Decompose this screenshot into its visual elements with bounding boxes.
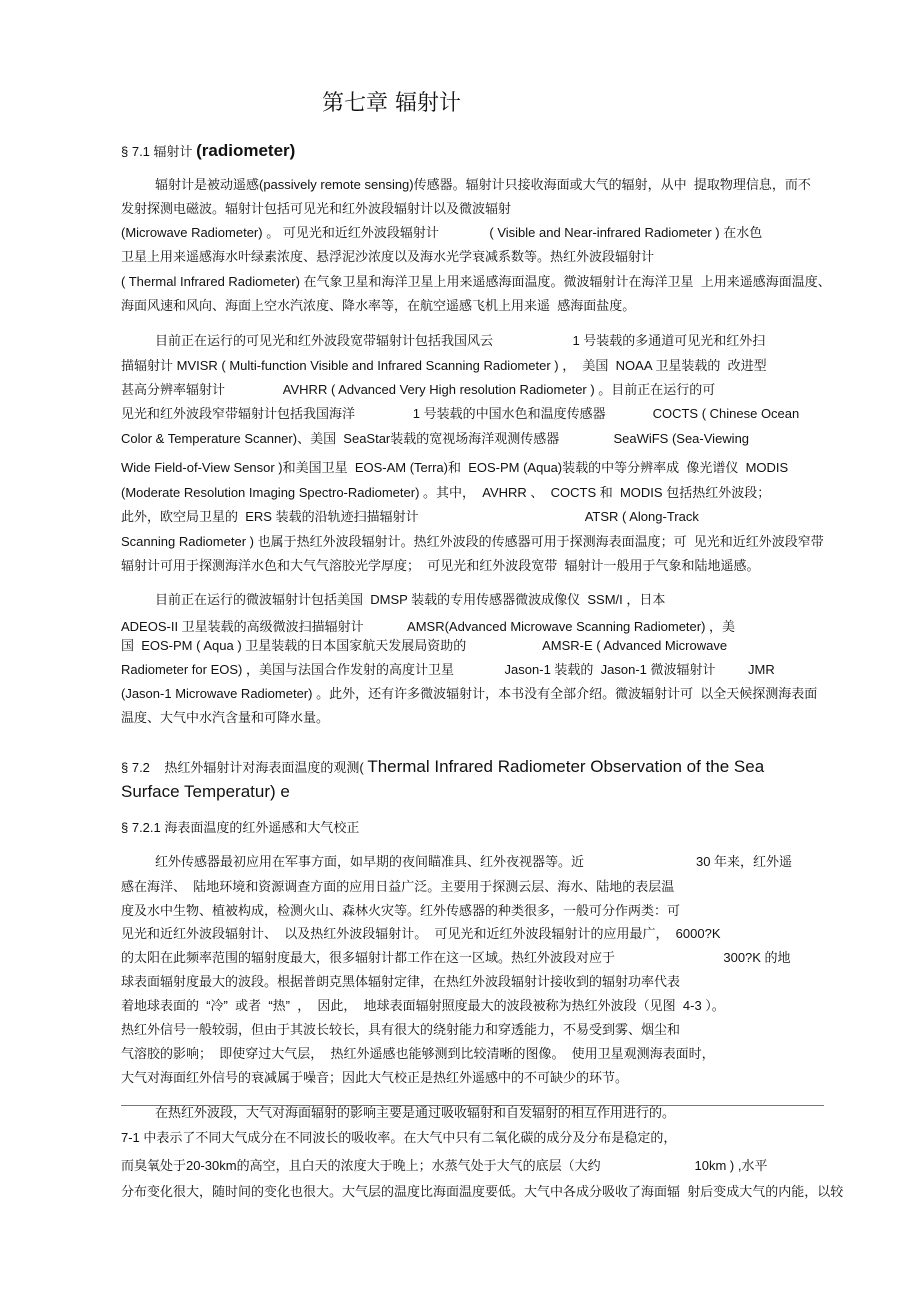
paragraph-line: Color & Temperature Scanner)、美国 SeaStar装载的宽视场海洋观测传感器 SeaWiFS (Sea-Viewing — [121, 431, 750, 446]
paragraph-line: 目前正在运行的微波辐射计包括美国 DMSP 装载的专用传感器微波成像仪 SSM/I ，日本 — [155, 592, 666, 607]
paragraph-line: 着地球表面的 “冷” 或者 “热” ， 因此， 地球表面辐射照度最大的波段被称为热红外波段（见图 4-3 ）。 — [121, 998, 725, 1013]
paragraph-line: 度及水中生物、植被构成，检测火山、森林火灾等。红外传感器的种类很多，一般可分作两类：可 — [121, 903, 681, 918]
section-7-2-heading — [121, 758, 764, 777]
paragraph-line: Radiometer for EOS) ，美国与法国合作发射的高度计卫星 Jason-1 装载的 Jason-1 微波辐射计 JMR — [121, 662, 775, 677]
paragraph-line: 见光和近红外波段辐射计、 以及热红外波段辐射计。 可见光和近红外波段辐射计的应用最广， 6000?K — [121, 926, 721, 941]
paragraph-line: 卫星上用来遥感海水叶绿素浓度、悬浮泥沙浓度以及海水光学衰减系数等。热红外波段辐射计 — [121, 249, 655, 264]
paragraph-line: 在热红外波段，大气对海面辐射的影响主要是通过吸收辐射和自发辐射的相互作用进行的。 — [155, 1105, 676, 1120]
paragraph-line: 甚高分辨率辐射计 AVHRR ( Advanced Very High resolution Radiometer ) 。目前正在运行的可 — [121, 382, 716, 397]
paragraph-line: 的太阳在此频率范围的辐射度最大，很多辐射计都工作在这一区域。热红外波段对应于 300?K 的地 — [121, 950, 791, 965]
paragraph-line: ADEOS-II 卫星装载的高级微波扫描辐射计 AMSR(Advanced Microwave Scanning Radiometer) ，美 — [121, 619, 736, 634]
section-7-1-english: (radiometer) — [196, 141, 296, 160]
paragraph-line: 目前正在运行的可见光和红外波段宽带辐射计包括我国风云 1 号装载的多通道可见光和红外扫 — [155, 333, 766, 348]
section-7-2-prefix: § 7.2 热红外辐射计对海表面温度的观测( — [121, 760, 368, 775]
paragraph-line: 球表面辐射度最大的波段。根据普朗克黑体辐射定律，在热红外波段辐射计接收到的辐射功率代表 — [121, 974, 681, 989]
paragraph-line: 发射探测电磁波。辐射计包括可见光和红外波段辐射计以及微波辐射 — [121, 201, 512, 216]
paragraph-line: (Microwave Radiometer) 。 可见光和近红外波段辐射计 ( Visible and Near-infrared Radiometer ) 在水色 — [121, 225, 763, 240]
section-7-1-prefix: § 7.1 辐射计 — [121, 144, 197, 159]
paragraph-line: 热红外信号一般较弱，但由于其波长较长，具有很大的绕射能力和穿透能力，不易受到雾、烟尘和 — [121, 1022, 681, 1037]
section-7-2-english: Thermal Infrared Radiometer Observation of the Sea — [367, 757, 765, 776]
paragraph-line: 分布变化很大，随时间的变化也很大。大气层的温度比海面温度要低。大气中各成分吸收了海面辐 射后变成大气的内能，以较 — [121, 1184, 844, 1199]
paragraph-line: 辐射计可用于探测海洋水色和大气气溶胶光学厚度； 可见光和红外波段宽带 辐射计一般用于气象和陆地遥感。 — [121, 558, 760, 573]
paragraph-line: 描辐射计 MVISR ( Multi-function Visible and Infrared Scanning Radiometer ) ， 美国 NOAA 卫星装载的 改进型 — [121, 358, 767, 373]
paragraph-line: Wide Field-of-View Sensor )和美国卫星 EOS-AM (Terra)和 EOS-PM (Aqua)装载的中等分辨率成 像光谱仪 MODIS — [121, 460, 789, 475]
section-7-2-1-heading: § 7.2.1 海表面温度的红外遥感和大气校正 — [121, 820, 360, 835]
paragraph-line: 而臭氧处于20-30km的高空，且白天的浓度大于晚上；水蒸气处于大气的底层（大约 10km ) ,水平 — [121, 1158, 768, 1173]
paragraph-line: 7-1 中表示了不同大气成分在不同波长的吸收率。在大气中只有二氧化碳的成分及分布是稳定的， — [121, 1130, 677, 1145]
paragraph-line: ( Thermal Infrared Radiometer) 在气象卫星和海洋卫星上用来遥感海面温度。微波辐射计在海洋卫星 上用来遥感海面温度、 — [121, 274, 831, 289]
chapter-title: 第七章 辐射计 — [322, 91, 461, 116]
paragraph-line: (Jason-1 Microwave Radiometer) 。此外，还有许多微波辐射计，本书没有全部介绍。微波辐射计可 以全天候探测海表面 — [121, 686, 818, 701]
paragraph-line: 大气对海面红外信号的衰减属于噪音；因此大气校正是热红外遥感中的不可缺少的环节。 — [121, 1070, 629, 1085]
paragraph-line: 红外传感器最初应用在军事方面，如早期的夜间瞄准具、红外夜视器等。近 30 年来，红外遥 — [155, 854, 793, 869]
paragraph-line: Scanning Radiometer ) 也属于热红外波段辐射计。热红外波段的传感器可用于探测海表面温度；可 见光和近红外波段窄带 — [121, 534, 824, 549]
paragraph-line: 温度、大气中水汽含量和可降水量。 — [121, 710, 330, 725]
paragraph-line: 海面风速和风向、海面上空水汽浓度、降水率等，在航空遥感飞机上用来遥 感海面盐度。 — [121, 298, 636, 313]
paragraph-line: 辐射计是被动遥感(passively remote sensing)传感器。辐射计只接收海面或大气的辐射，从中 提取物理信息，而不 — [155, 177, 811, 192]
section-7-1-heading — [121, 142, 295, 161]
paragraph-line: 见光和红外波段窄带辐射计包括我国海洋 1 号装载的中国水色和温度传感器 COCTS ( Chinese Ocean — [121, 406, 800, 421]
paragraph-line: 此外，欧空局卫星的 ERS 装载的沿轨迹扫描辐射计 ATSR ( Along-Track — [121, 509, 699, 524]
paragraph-line: 国 EOS-PM ( Aqua ) 卫星装载的日本国家航天发展局资助的 AMSR-E ( Advanced Microwave — [121, 638, 728, 653]
paragraph-line: 感在海洋、 陆地环境和资源调查方面的应用日益广泛。主要用于探测云层、海水、陆地的表层温 — [121, 879, 675, 894]
section-7-2-heading-cont: Surface Temperatur) e — [121, 782, 290, 801]
paragraph-line: 气溶胶的影响； 即使穿过大气层， 热红外遥感也能够测到比较清晰的图像。 使用卫星观测海表面时， — [121, 1046, 715, 1061]
paragraph-line: (Moderate Resolution Imaging Spectro-Radiometer) 。其中， AVHRR 、 COCTS 和 MODIS 包括热红外波段； — [121, 485, 771, 500]
